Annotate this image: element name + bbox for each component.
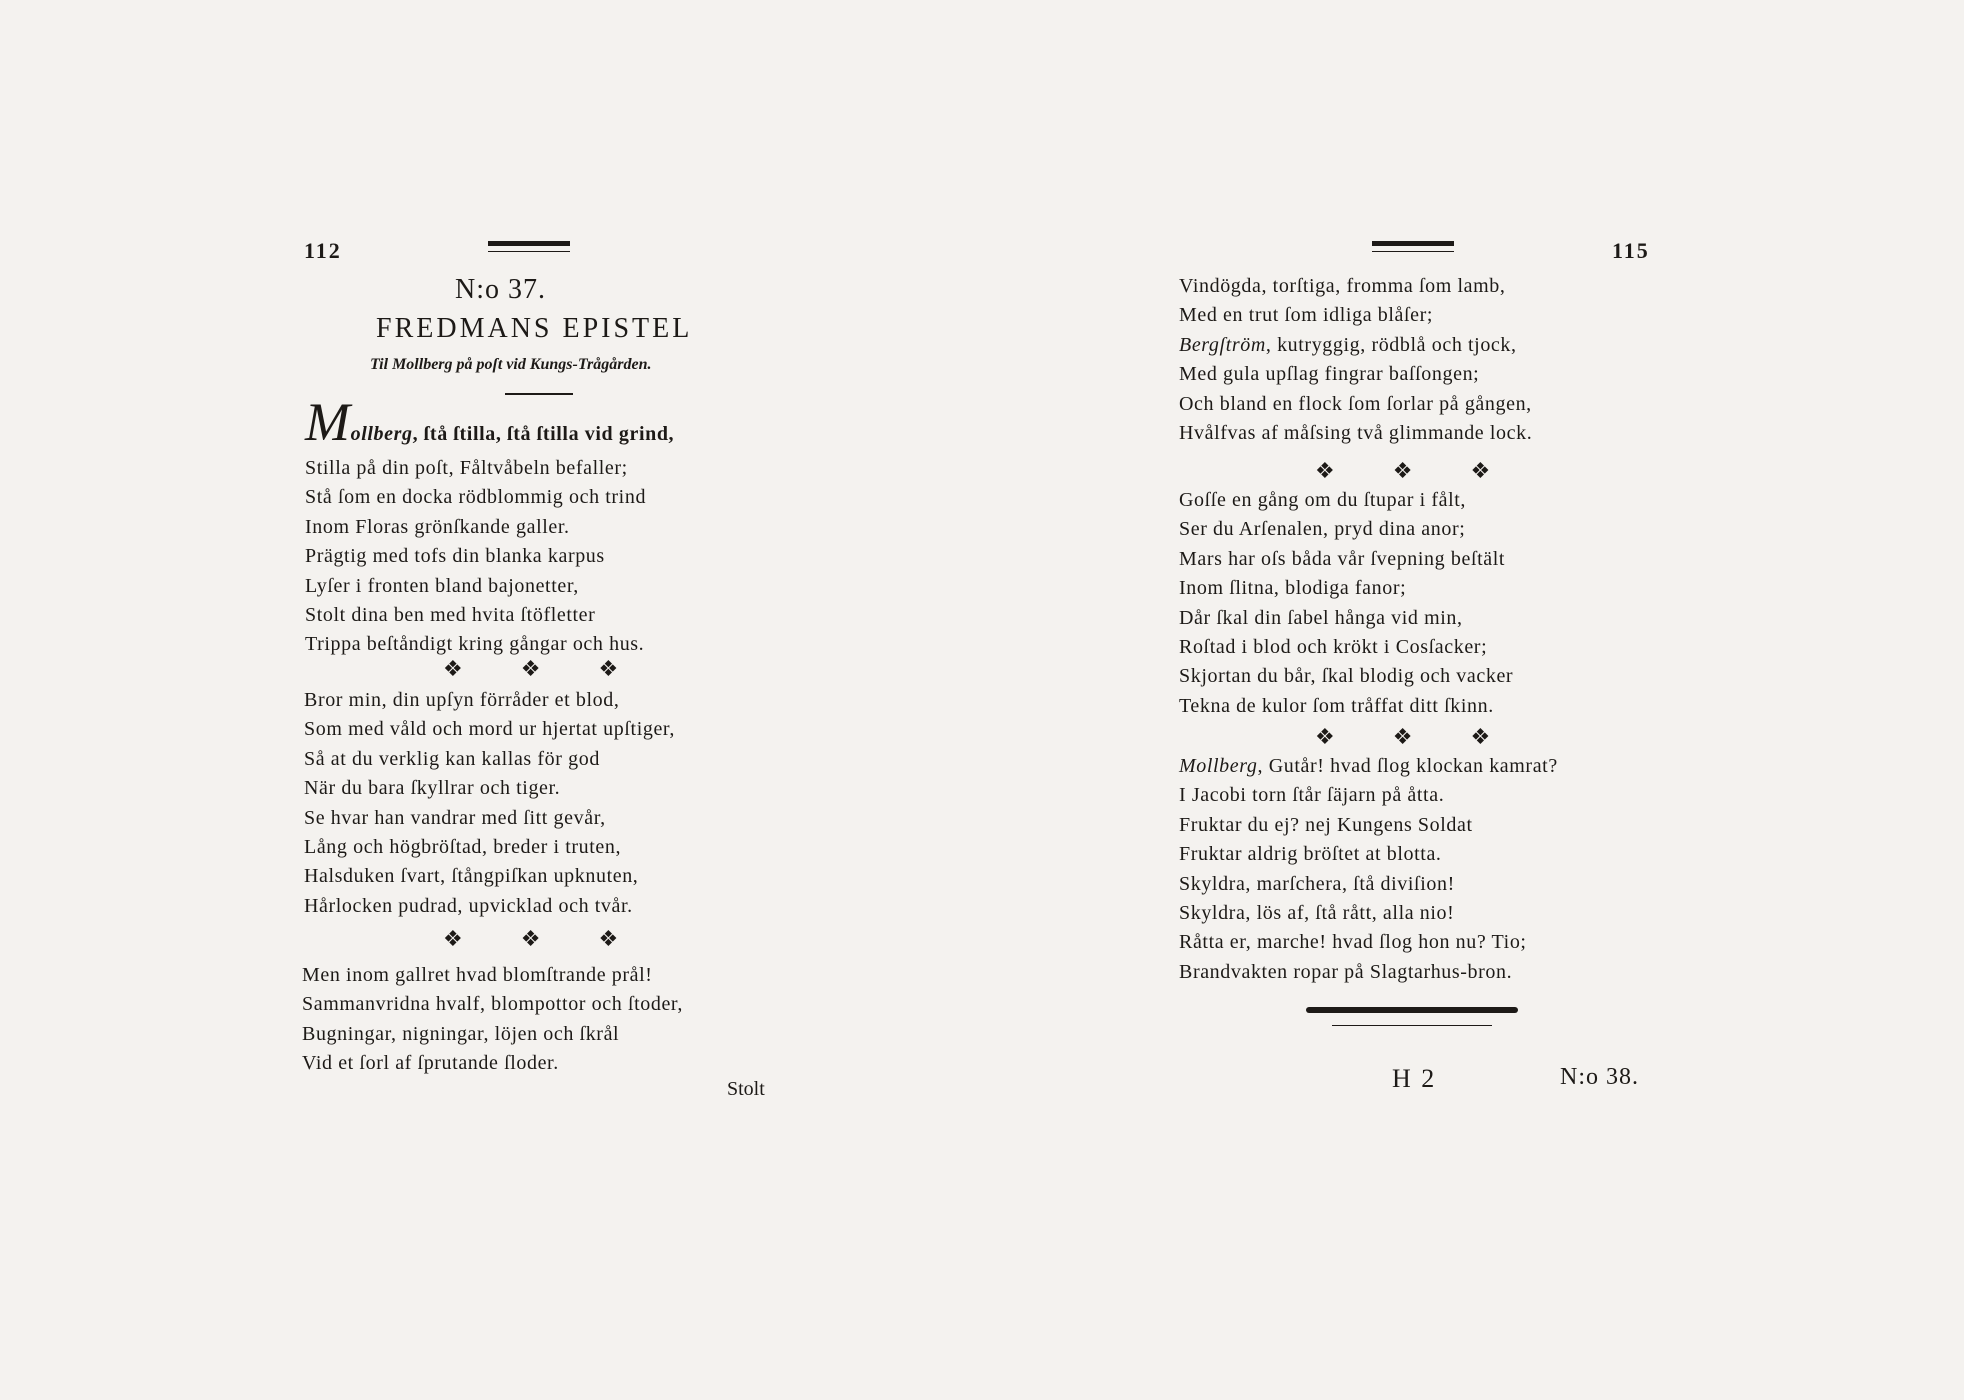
verse-line: Prägtig med tofs din blanka karpus [305,545,605,568]
ornament-icon: ❖ [1470,458,1491,483]
verse-line: Dår ſkal din ſabel hånga vid min, [1179,606,1463,629]
ornament-icon: ❖ [1315,458,1335,483]
ornament-icon: ❖ [1392,458,1413,483]
verse-text: , Gutår! hvad ſlog klockan kamrat? [1257,755,1558,777]
ornament-row [443,926,618,952]
verse-text: , ſtå ſtilla, ſtå ſtilla vid grind, [412,423,675,445]
header-rule-thin [488,251,570,252]
verse-line: Brandvakten ropar på Slagtarhus-bron. [1179,960,1513,983]
verse-line: Ser du Arſenalen, pryd dina anor; [1179,518,1466,541]
verse-line: Inom ſlitna, blodiga fanor; [1179,577,1407,600]
ornament-icon: ❖ [1392,724,1413,749]
verse-line: Mars har oſs båda vår ſvepning beſtält [1179,547,1506,570]
verse-name: Bergſtröm [1179,333,1266,356]
right-page-number: 115 [1612,238,1650,263]
ornament-icon: ❖ [598,926,619,951]
ornament-icon: ❖ [443,656,463,681]
verse-line [1179,752,1558,781]
epistle-number: N:o 37. [455,274,546,305]
verse-line: Halsduken ſvart, ſtångpiſkan upknuten, [304,865,639,888]
verse-line: Tekna de kulor ſom tråffat ditt ſkinn. [1179,694,1494,717]
verse-line [305,392,675,454]
end-rule [1306,1007,1518,1013]
verse-line: Trippa beſtåndigt kring gångar och hus. [305,633,645,656]
right-stanza-2 [1179,486,1513,721]
verse-line: Se hvar han vandrar med ſitt gevår, [304,806,606,829]
verse-line: Fruktar du ej? nej Kungens Soldat [1179,813,1473,836]
verse-line: Så at du verklig kan kallas för god [304,747,600,770]
verse-line: Skjortan du bår, ſkal blodig och vacker [1179,665,1514,688]
verse-line: Vid et ſorl af ſprutande ſloder. [302,1052,559,1075]
verse-line: Med en trut ſom idliga blåſer; [1179,304,1434,327]
header-rule [1372,241,1454,246]
right-stanza-1 [1179,272,1532,448]
verse-line: Hvålfvas af måſsing två glimmande lock. [1179,421,1533,444]
ornament-row [1315,458,1490,484]
verse-line: Med gula upſlag fingrar baſſongen; [1179,363,1480,386]
verse-line: Stå ſom en docka rödblommig och trind [305,486,647,509]
verse-line: Lyſer i fronten bland bajonetter, [305,574,579,597]
catchword: Stolt [727,1078,765,1100]
verse-line: Hårlocken pudrad, upvicklad och tvår. [304,894,633,917]
verse-line: Goſſe en gång om du ſtupar i fålt, [1179,489,1467,511]
ornament-icon: ❖ [598,656,619,681]
verse-line: I Jacobi torn ſtår ſäjarn på åtta. [1179,784,1445,807]
left-stanza-3 [302,961,683,1079]
verse-line: Som med våld och mord ur hjertat upſtiger, [304,718,675,741]
header-rule-thin [1372,251,1454,252]
ornament-icon: ❖ [520,926,541,951]
left-page-number: 112 [304,238,342,263]
verse-line: Inom Floras grönſkande galler. [305,515,570,538]
epistle-subtitle: Til Mollberg på poſt vid Kungs-Trågården. [370,356,652,373]
verse-line: Roſtad i blod och krökt i Cosſacker; [1179,635,1488,658]
verse-line: Skyldra, lös af, ſtå rått, alla nio! [1179,901,1455,924]
verse-line: Bror min, din upſyn förråder et blod, [304,689,620,711]
ornament-row [1315,724,1490,750]
verse-line [1179,331,1532,360]
verse-line: Men inom gallret hvad blomſtrande prål! [302,964,653,986]
ornament-icon: ❖ [1315,724,1335,749]
verse-line: När du bara ſkyllrar och tiger. [304,777,561,800]
end-rule-thin [1332,1025,1492,1026]
verse-line: Bugningar, nigningar, löjen och ſkrål [302,1022,620,1045]
verse-name: Mollberg [1179,755,1258,777]
left-stanza-2 [304,686,675,921]
header-rule [488,241,570,246]
right-stanza-3 [1179,752,1558,987]
ornament-icon: ❖ [443,926,463,951]
verse-line: Och bland en flock ſom ſorlar på gången, [1179,392,1532,415]
next-epistle-number: N:o 38. [1560,1064,1639,1090]
verse-line: Lång och högbröſtad, breder i truten, [304,835,622,858]
verse-line: Stilla på din poſt, Fåltvåbeln befaller; [305,457,628,479]
verse-line: Råtta er, marche! hvad ſlog hon nu? Tio; [1179,931,1527,954]
signature-mark: H 2 [1392,1064,1437,1093]
verse-line: Skyldra, marſchera, ſtå diviſion! [1179,872,1455,895]
title-rule [505,393,573,395]
ornament-icon: ❖ [520,656,541,681]
ornament-row [443,656,618,682]
dropcap-letter: M [305,392,351,452]
verse-text: , kutryggig, rödblå och tjock, [1265,333,1517,356]
verse-line: Stolt dina ben med hvita ſtöfletter [305,603,596,626]
left-stanza-1 [305,392,675,660]
verse-line: Vindögda, torſtiga, fromma ſom lamb, [1179,275,1506,297]
ornament-icon: ❖ [1470,724,1491,749]
verse-line: Sammanvridna hvalf, blompottor och ſtoder, [302,993,683,1016]
epistle-title: FREDMANS EPISTEL [376,313,693,344]
verse-name: ollberg [350,423,413,445]
verse-line: Fruktar aldrig bröſtet at blotta. [1179,843,1442,866]
right-page [982,0,1964,1400]
